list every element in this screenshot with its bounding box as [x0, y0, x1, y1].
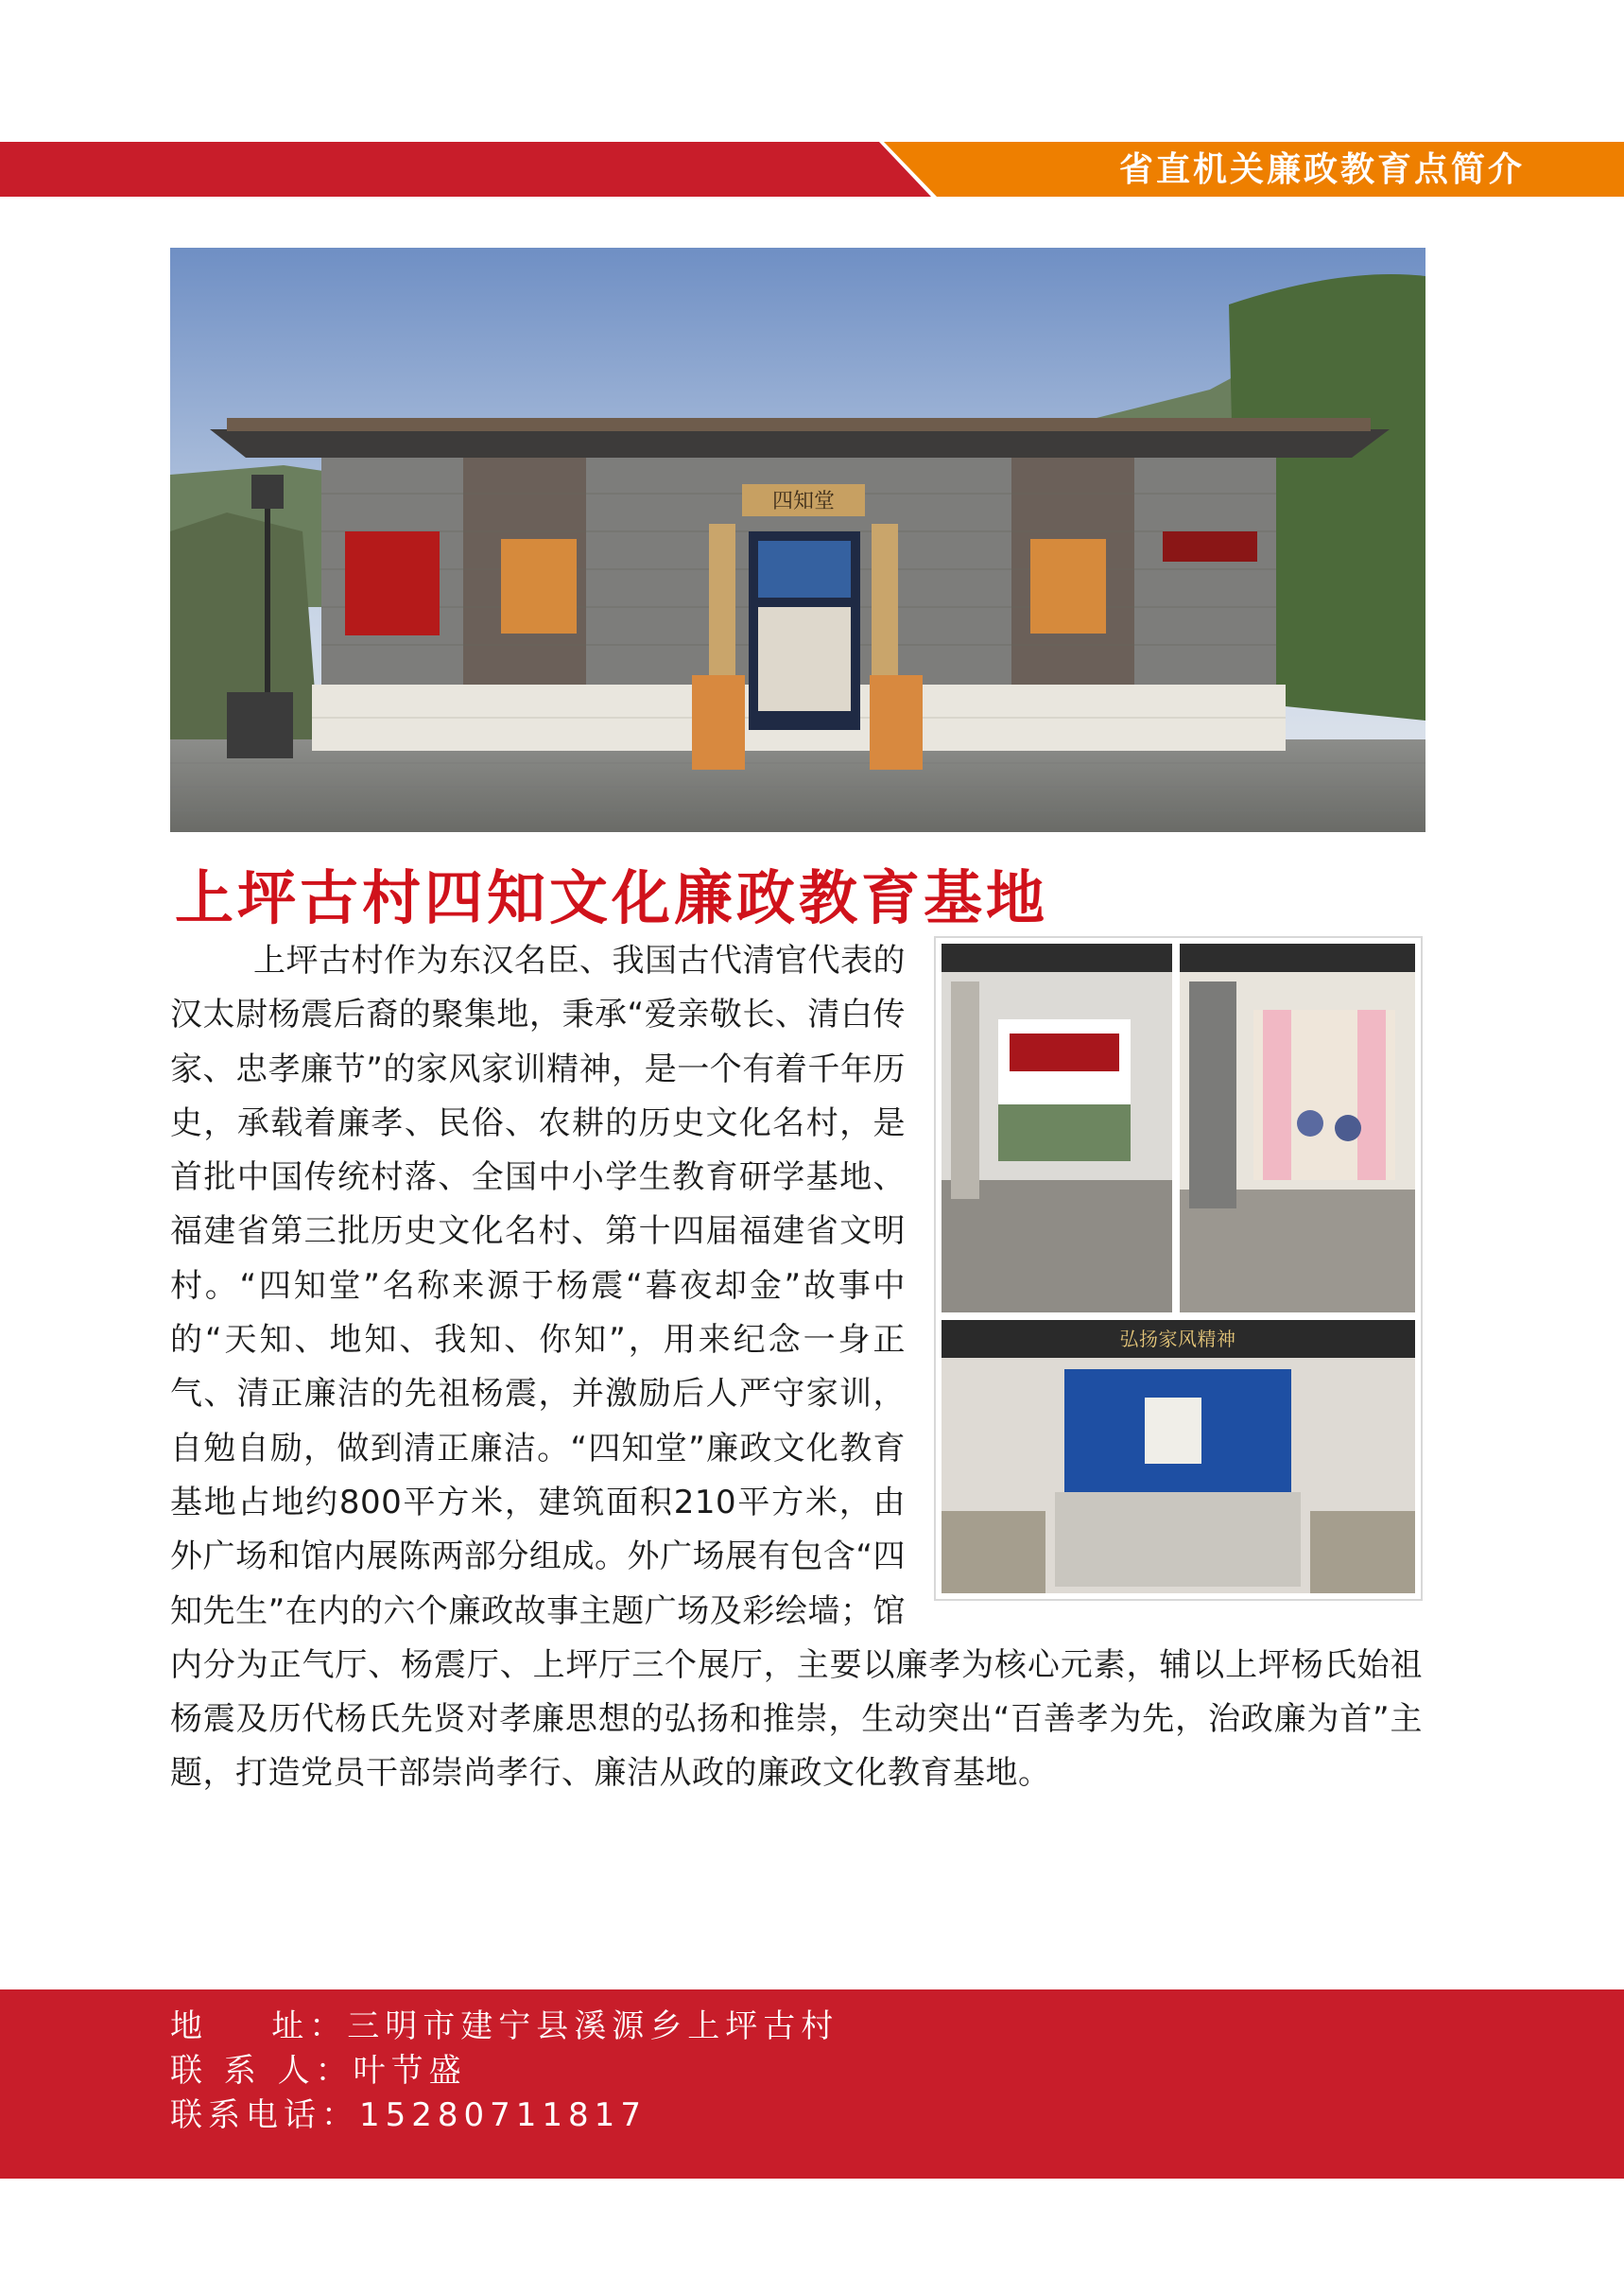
address-label: 地 址：: [170, 2007, 348, 2045]
article-body-text: 上坪古村作为东汉名臣、我国古代清官代表的汉太尉杨震后裔的聚集地，秉承“爱亲敬长、清白传家、忠孝廉节”的家风家训精神，是一个有着千年历史，承载着廉孝、民俗、农耕的历史文化名村，是首批中国传统村落、全国中小学生教育研学基地、福建省第三批历史文化名村、第十四届福建省文明村。“四知堂”名称来源于杨震“暮夜却金”故事中的“天知、地知、我知、你知”，用来纪念一身正气、清正廉洁的先祖杨震，并激励后人严守家训，自勉自励，做到清正廉洁。“四知堂”廉政文化教育基地占地约800平方米，建筑面积210平方米，由外广场和馆内展陈两部分组成。外广场展有包含“四知先生”在内的六个廉政故事主题广场及彩绘墙；馆内分为正气厅、杨震厅、上坪厅三个展厅，主要以廉孝为核心元素，辅以上坪杨氏始祖杨震及历代杨氏先贤对孝廉思想的弘扬和推崇，生动突出“百善孝为先，治政廉为首”主题，打造党员干部崇尚孝行、廉洁从政的廉政文化教育基地。: [170, 942, 1423, 1793]
contact-person-value: 叶节盛: [353, 2052, 467, 2090]
address-value: 三明市建宁县溪源乡上坪古村: [347, 2007, 839, 2045]
exhibition-hall-photo-collage: [934, 936, 1423, 1601]
plaque-text: 四知堂: [771, 490, 836, 513]
contact-person-label: 联 系 人：: [170, 2052, 354, 2090]
phone-value: 15280711817: [359, 2096, 647, 2134]
section-title: 省直机关廉政教育点简介: [1118, 149, 1525, 189]
gallery-banner-text: 弘扬家风精神: [1119, 1328, 1236, 1350]
header-red-band: [0, 142, 931, 197]
hero-photo-sizhitang: [170, 248, 1425, 832]
contact-person-line: [170, 2049, 838, 2093]
phone-label: 联系电话：: [170, 2096, 359, 2134]
address-line: [170, 2005, 838, 2049]
contact-info: [170, 2005, 838, 2138]
article-title: 上坪古村四知文化廉政教育基地: [175, 863, 1049, 932]
phone-line: [170, 2093, 838, 2138]
article-body: [170, 934, 1423, 1801]
